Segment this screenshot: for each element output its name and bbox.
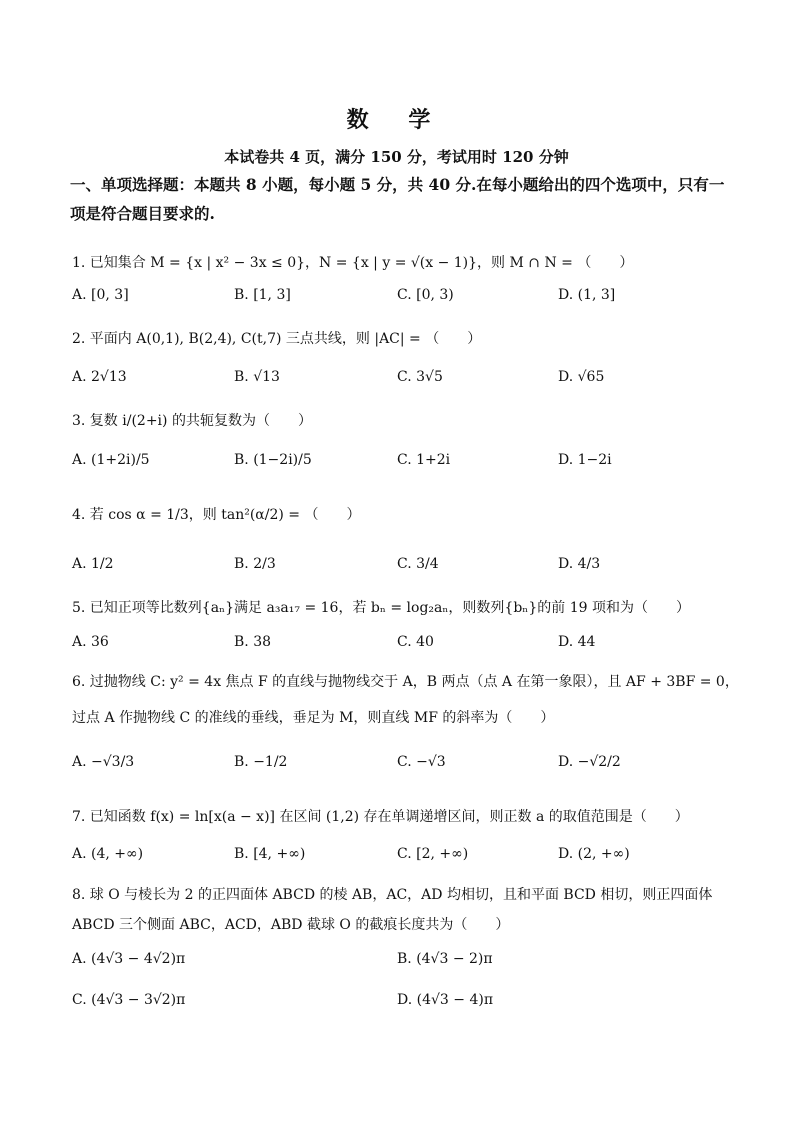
question-3-option-a: A. (1+2i)/5 (72, 452, 150, 468)
question-7-option-b: B. [4, +∞) (234, 846, 306, 862)
question-4-option-d: D. 4/3 (558, 556, 601, 572)
question-2-option-b: B. √13 (234, 369, 280, 385)
question-2-option-a: A. 2√13 (72, 369, 127, 385)
question-4-option-c: C. 3/4 (397, 556, 439, 572)
question-1-option-b: B. [1, 3] (234, 287, 291, 303)
question-4-option-b: B. 2/3 (234, 556, 276, 572)
page-subtitle: 本试卷共 4 页，满分 150 分，考试用时 120 分钟 (224, 148, 569, 166)
question-6-option-a: A. −√3/3 (72, 754, 135, 770)
question-6-stem-line2: 过点 A 作抛物线 C 的准线的垂线，垂足为 M，则直线 MF 的斜率为（ ） (72, 710, 555, 726)
question-5-option-c: C. 40 (397, 634, 434, 650)
question-8-option-b: B. (4√3 − 2)π (397, 951, 493, 967)
question-8-option-d: D. (4√3 − 4)π (397, 992, 494, 1008)
question-1-stem: 1. 已知集合 M = {x | x² − 3x ≤ 0}，N = {x | y = √(x − 1)}，则 M ∩ N = （ ） (72, 255, 634, 271)
question-8-stem-line2: ABCD 三个侧面 ABC，ACD，ABD 截球 O 的截痕长度共为（ ） (72, 917, 510, 933)
question-5-option-b: B. 38 (234, 634, 272, 650)
question-3-option-b: B. (1−2i)/5 (234, 452, 312, 468)
section-heading: 一、单项选择题：本题共 8 小题，每小题 5 分，共 40 分.在每小题给出的四个选项中，只有一项是符合题目要求的. (70, 175, 725, 223)
question-1-option-c: C. [0, 3) (397, 287, 454, 303)
question-3-stem: 3. 复数 i/(2+i) 的共轭复数为（ ） (72, 413, 312, 429)
page-title: 数 学 (346, 107, 447, 133)
question-2-stem: 2. 平面内 A(0,1), B(2,4), C(t,7) 三点共线，则 |AC| = （ ） (72, 331, 482, 347)
question-4-option-a: A. 1/2 (72, 556, 114, 572)
question-7-option-c: C. [2, +∞) (397, 846, 469, 862)
question-8-option-c: C. (4√3 − 3√2)π (72, 992, 186, 1008)
question-6-option-b: B. −1/2 (234, 754, 288, 770)
question-2-option-c: C. 3√5 (397, 369, 443, 385)
question-3-option-d: D. 1−2i (558, 452, 612, 468)
question-4-stem: 4. 若 cos α = 1/3，则 tan²(α/2) = （ ） (72, 507, 361, 523)
question-1-option-a: A. [0, 3] (72, 287, 129, 303)
question-2-option-d: D. √65 (558, 369, 605, 385)
question-5-option-a: A. 36 (72, 634, 109, 650)
question-8-stem: 8. 球 O 与棱长为 2 的正四面体 ABCD 的棱 AB，AC，AD 均相切，且和平面 BCD 相切，则正四面体 (72, 887, 713, 903)
question-7-option-a: A. (4, +∞) (72, 846, 144, 862)
question-3-option-c: C. 1+2i (397, 452, 451, 468)
question-5-option-d: D. 44 (558, 634, 596, 650)
question-5-stem: 5. 已知正项等比数列{aₙ}满足 a₃a₁₇ = 16，若 bₙ = log₂aₙ，则数列{bₙ}的前 19 项和为（ ） (72, 600, 690, 616)
question-6-stem: 6. 过抛物线 C: y² = 4x 焦点 F 的直线与抛物线交于 A，B 两点（点 A 在第一象限），且 AF + 3BF = 0， (72, 674, 739, 690)
question-8-option-a: A. (4√3 − 4√2)π (72, 951, 186, 967)
question-7-option-d: D. (2, +∞) (558, 846, 630, 862)
question-7-stem: 7. 已知函数 f(x) = ln[x(a − x)] 在区间 (1,2) 存在单调递增区间，则正数 a 的取值范围是（ ） (72, 809, 689, 825)
question-1-option-d: D. (1, 3] (558, 287, 616, 303)
question-6-option-c: C. −√3 (397, 754, 446, 770)
question-6-option-d: D. −√2/2 (558, 754, 621, 770)
